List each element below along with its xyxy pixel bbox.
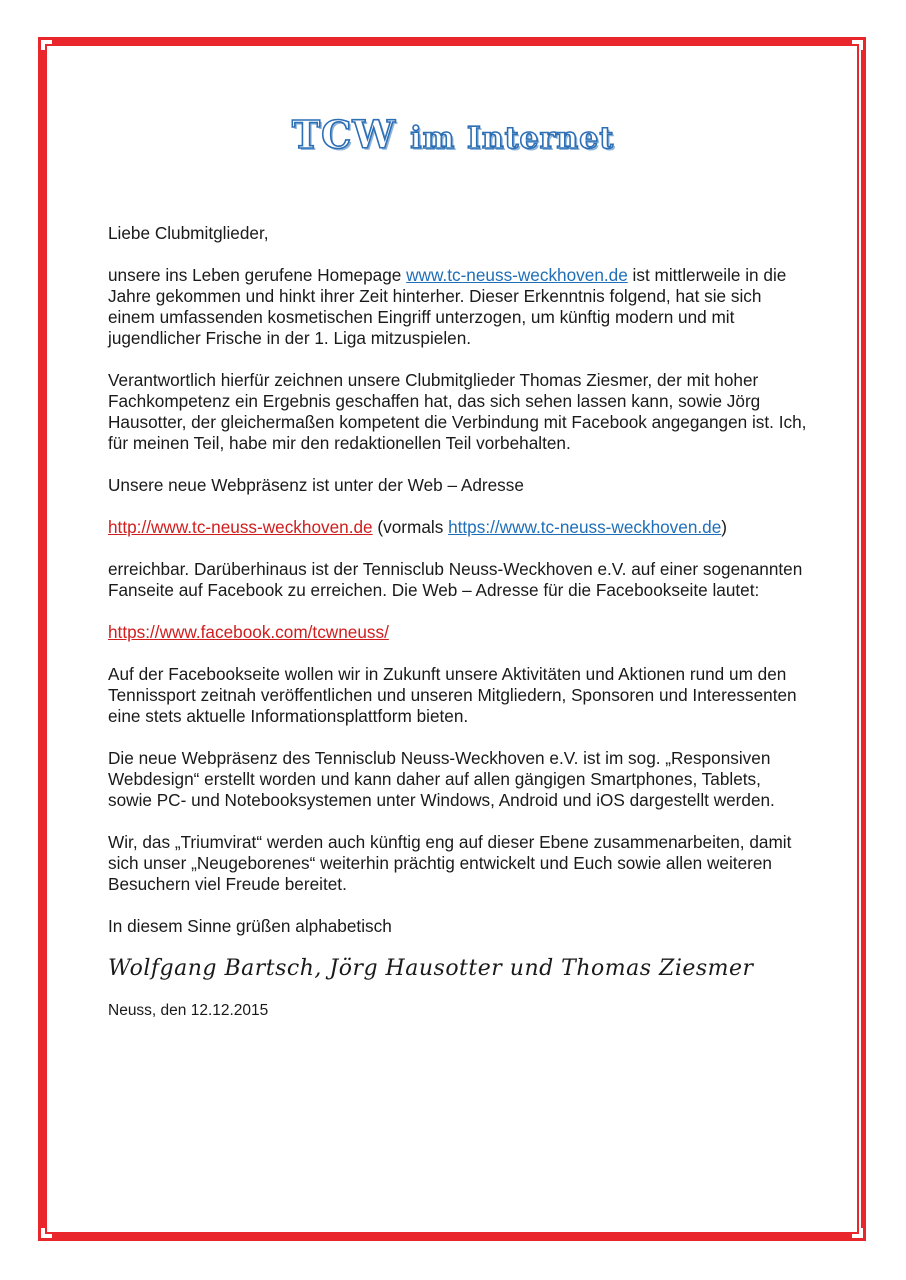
new-site-link[interactable]: http://www.tc-neuss-weckhoven.de <box>108 517 373 537</box>
paragraph-responsible: Verantwortlich hierfür zeichnen unsere Clubmitglieder Thomas Ziesmer, der mit hoher Fachkompetenz ein Ergebnis geschaffen hat, das sich sehen lassen kann, sowie Jörg Hausotter, der gleichermaßen kompetent die Verbindung mit Facebook angegangen ist. Ich, für meinen Teil, habe mir den redaktionellen Teil vorbehalten. <box>108 370 807 453</box>
paragraph-homepage <box>108 265 808 349</box>
paragraph-web-address: Unsere neue Webpräsenz ist unter der Web – Adresse <box>108 475 524 495</box>
old-site-link[interactable]: https://www.tc-neuss-weckhoven.de <box>448 517 722 537</box>
paragraph-urls <box>108 517 808 538</box>
title-part2: im Internet <box>410 121 615 156</box>
frame-bar-right <box>861 50 866 1228</box>
date-line: Neuss, den 12.12.2015 <box>108 1002 269 1019</box>
paragraph-facebook-plans: Auf der Facebookseite wollen wir in Zukunft unsere Aktivitäten und Aktionen rund um den Tennissport zeitnah veröffentlichen und unseren Mitgliedern, Sponsoren und Interessenten eine stets aktuelle Informationsplattform bieten. <box>108 664 797 726</box>
urls-end-text: ) <box>721 517 728 537</box>
frame-bar-bottom <box>52 1234 852 1239</box>
greeting: Liebe Clubmitglieder, <box>108 223 269 243</box>
homepage-link[interactable]: www.tc-neuss-weckhoven.de <box>406 265 628 285</box>
paragraph-homepage-before: unsere ins Leben gerufene Homepage <box>108 265 407 285</box>
paragraph-homepage-after: ist mittlerweile in die Jahre gekommen und hinkt ihrer Zeit hinterher. Dieser Erkenntnis folgend, hat sie sich einem umfassenden kosmetischen Eingriff unterzogen, um künftig modern und mit jugendlicher Frische in der 1. Liga mitzuspielen. <box>108 265 787 348</box>
paragraph-facebook-url <box>108 622 808 643</box>
paragraph-triumvirat: Wir, das „Triumvirat“ werden auch künftig eng auf dieser Ebene zusammenarbeiten, damit sich unser „Neugeborenes“ weiterhin prächtig entwickelt und Euch sowie allen weiteren Besuchern viel Freude bereitet. <box>108 832 792 894</box>
urls-mid-text: (vormals <box>372 517 449 537</box>
paragraph-closing: In diesem Sinne grüßen alphabetisch <box>108 916 392 936</box>
signature: Wolfgang Bartsch, Jörg Hausotter und Thomas Ziesmer <box>108 956 754 981</box>
letter-body <box>108 223 808 1042</box>
facebook-link[interactable]: https://www.facebook.com/tcwneuss/ <box>108 622 389 642</box>
page-title <box>0 112 906 157</box>
title-part1: TCW <box>291 112 397 157</box>
paragraph-facebook-intro: erreichbar. Darüberhinaus ist der Tennisclub Neuss-Weckhoven e.V. auf einer sogenannten Fanseite auf Facebook zu erreichen. Die Web – Adresse für die Facebookseite lautet: <box>108 559 803 600</box>
paragraph-responsive: Die neue Webpräsenz des Tennisclub Neuss-Weckhoven e.V. ist im sog. „Responsiven Webdesign“ erstellt worden und kann daher auf allen gängigen Smartphones, Tablets, sowie PC- und Notebooksystemen unter Windows, Android und iOS dargestellt werden. <box>108 748 775 810</box>
